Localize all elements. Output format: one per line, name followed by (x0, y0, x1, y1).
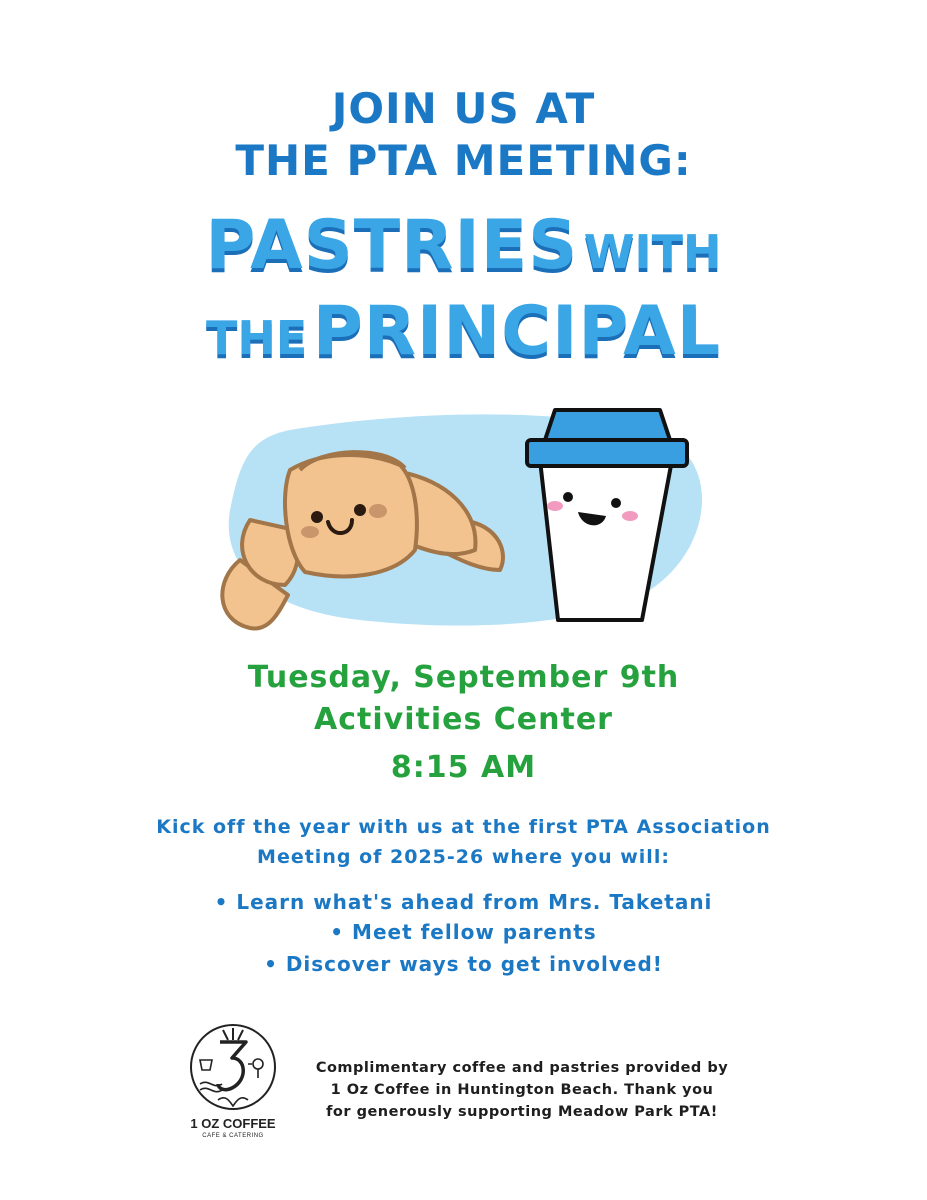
event-location: Activities Center (314, 702, 613, 737)
bullet-item: • Learn what's ahead from Mrs. Taketani (214, 890, 713, 914)
title-word-principal: PRINCIPAL (312, 292, 722, 371)
header-line-2: THE PTA MEETING: (235, 136, 692, 185)
title-word-with: WITH (583, 225, 722, 279)
bullet-item: • Meet fellow parents (330, 920, 597, 944)
title-line-1 (0, 206, 927, 303)
sponsor-line-1: Complimentary coffee and pastries provided by (315, 1060, 729, 1076)
logo-subtitle: CAFE & CATERING (202, 1133, 264, 1139)
coffee-logo-icon (188, 1022, 278, 1112)
sponsor-line-3: for generously supporting Meadow Park PTA! (326, 1104, 718, 1120)
title-line-2 (0, 292, 927, 389)
title-word-pastries: PASTRIES (205, 206, 579, 285)
sponsor-line-2: 1 Oz Coffee in Huntington Beach. Thank you (330, 1082, 714, 1098)
header-line-1: JOIN US AT (331, 84, 596, 133)
event-time: 8:15 AM (390, 750, 537, 785)
logo-name: 1 OZ COFFEE (190, 1116, 276, 1131)
event-date: Tuesday, September 9th (247, 660, 680, 695)
bullet-item: • Discover ways to get involved! (264, 952, 663, 976)
croissant-and-coffee-illustration (210, 400, 710, 640)
intro-line-2: Meeting of 2025-26 where you will: (257, 846, 670, 868)
intro-line-1: Kick off the year with us at the first PTA Association (156, 816, 771, 838)
title-word-the: THE (205, 311, 308, 365)
